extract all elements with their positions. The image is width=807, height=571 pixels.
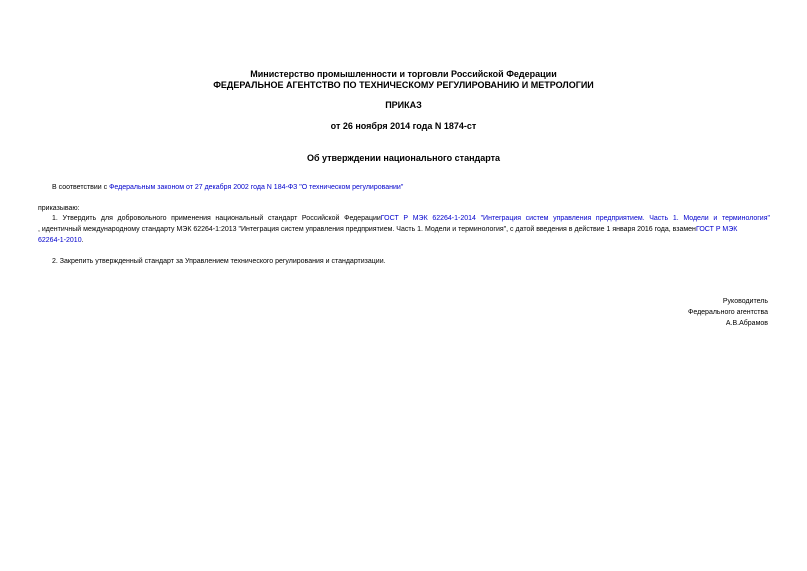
- agency-name: ФЕДЕРАЛЬНОЕ АГЕНТСТВО ПО ТЕХНИЧЕСКОМУ РЕГУЛИРОВАНИЮ И МЕТРОЛОГИИ: [213, 80, 594, 90]
- gost-62264-1-2014-link[interactable]: ГОСТ Р МЭК 62264-1-2014 "Интеграция систем управления предприятием. Часть 1. Модели и терминология": [380, 215, 770, 222]
- orders-word: приказываю:: [38, 205, 80, 212]
- legal-basis-paragraph: [52, 182, 403, 193]
- federal-law-link[interactable]: Федеральным законом от 27 декабря 2002 года N 184-ФЗ "О техническом регулировании": [109, 184, 404, 191]
- order-item-1-text-start: 1. Утвердить для добровольного применения национальный стандарт Российской Федерации: [52, 215, 381, 222]
- signature-name: А.В.Абрамов: [725, 320, 768, 327]
- order-item-1: [38, 213, 770, 246]
- order-date-number: от 26 ноября 2014 года N 1874-ст: [330, 121, 477, 131]
- order-item-1-line-2: [38, 224, 770, 235]
- signature-position-line-2: Федерального агентства: [688, 309, 768, 316]
- order-item-1-line-1: [38, 213, 770, 224]
- gost-62264-1-2010-link-part2[interactable]: 62264-1-2010: [38, 237, 82, 244]
- ministry-name: Министерство промышленности и торговли Российской Федерации: [250, 69, 557, 79]
- signature-position-line-1: Руководитель: [722, 298, 768, 305]
- order-item-1-line-3: [38, 235, 770, 246]
- order-item-1-text-end: .: [81, 237, 84, 244]
- document-type: ПРИКАЗ: [385, 100, 422, 110]
- legal-basis-prefix: В соответствии с: [52, 184, 110, 191]
- gost-62264-1-2010-link-part1[interactable]: ГОСТ Р МЭК: [695, 226, 738, 233]
- order-title: Об утверждении национального стандарта: [306, 153, 501, 163]
- order-item-1-text-middle: , идентичный международному стандарту МЭК 62264-1:2013 "Интеграция систем управления предприятием. Часть 1. Модели и терминология", с датой введения в действие 1 января 2016 года, взамен: [38, 226, 696, 233]
- order-item-2: 2. Закрепить утвержденный стандарт за Управлением технического регулирования и стандартизации.: [52, 258, 386, 265]
